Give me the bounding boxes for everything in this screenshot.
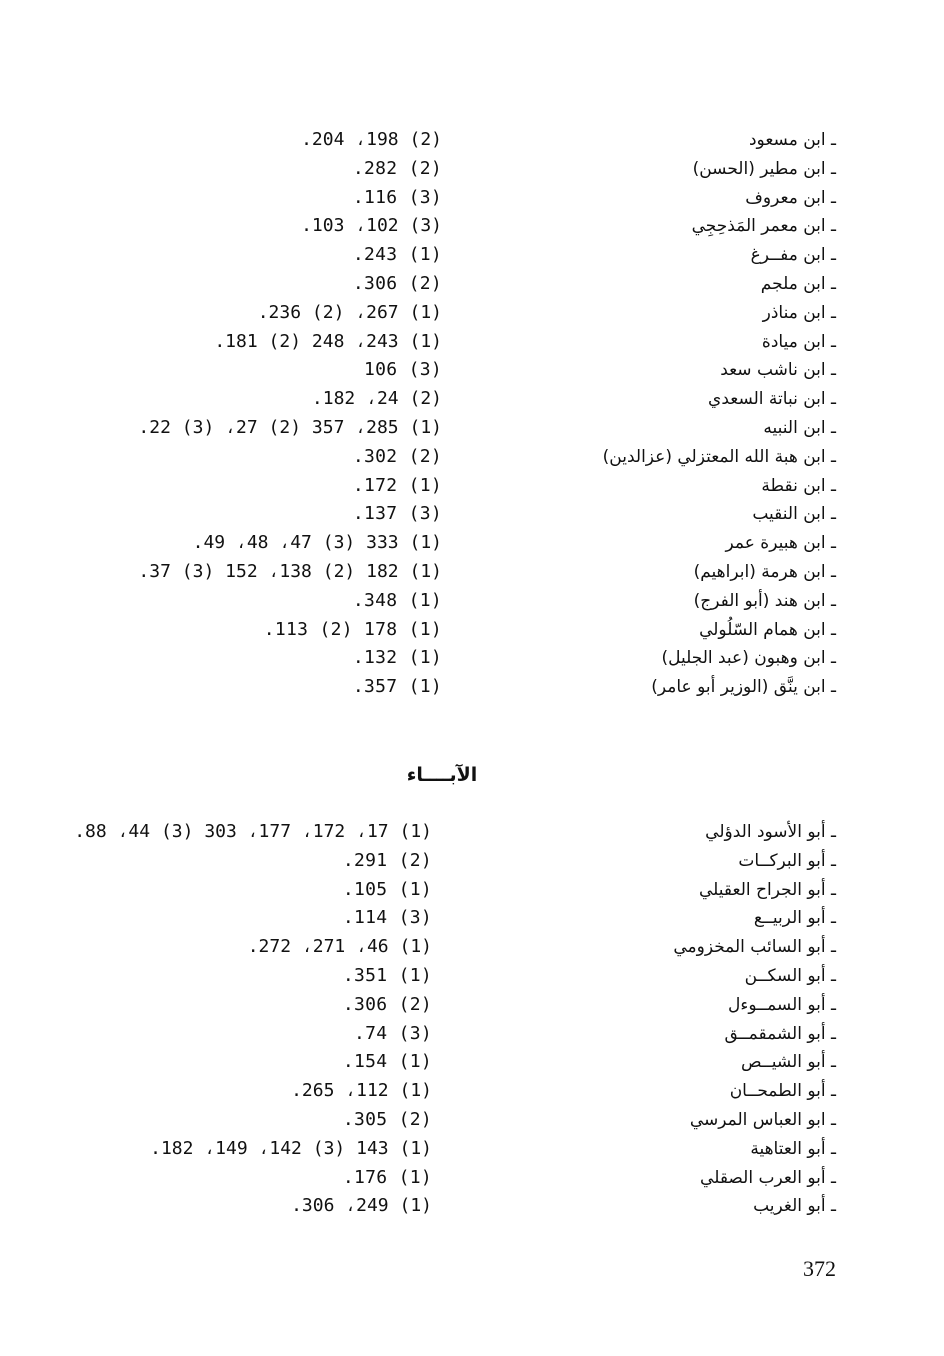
index-entry: [0, 241, 944, 270]
entry-name: ـ ابن ملجم: [760, 273, 836, 294]
index-entry: [0, 962, 944, 991]
entry-references: (3) 102، 103.: [301, 215, 442, 237]
index-entry: [0, 1106, 944, 1135]
entry-references: (3) 116.: [352, 186, 442, 208]
entry-name: ـ ابن مفــرغ: [750, 245, 836, 266]
entry-name: ـ ابن ناشب سعد: [720, 360, 836, 381]
entry-references: (1) 112، 265.: [291, 1080, 432, 1102]
entry-name: ـ أبو البركــات: [738, 850, 836, 871]
index-entry: [0, 184, 944, 213]
entry-references: (1) 172.: [352, 474, 442, 496]
entry-name: ـ أبو السمــوءل: [727, 994, 836, 1015]
index-section-ibn: [0, 126, 944, 702]
index-entry: [0, 1164, 944, 1193]
entry-name: ـ أبو الجراح العقيلي: [698, 879, 836, 900]
entry-name: ـ ابن النبيه: [763, 417, 836, 438]
entry-references: (3) 106: [364, 359, 442, 381]
entry-references: (1) 105.: [342, 878, 432, 900]
index-entry: [0, 126, 944, 155]
entry-references: (2) 306.: [342, 993, 432, 1015]
index-entry: [0, 212, 944, 241]
index-entry: [0, 1048, 944, 1077]
entry-name: ـ أبو الأسود الدؤلي: [705, 822, 836, 842]
entry-references: (1) 143 (3) 142، 149، 182.: [150, 1137, 432, 1159]
index-entry: [0, 1192, 944, 1221]
index-entry: [0, 847, 944, 876]
index-entry: [0, 904, 944, 933]
index-entry: [0, 1077, 944, 1106]
index-entry: [0, 299, 944, 328]
index-entry: [0, 1135, 944, 1164]
entry-references: (1) 351.: [342, 964, 432, 986]
entry-name: ـ ابن مناذر: [762, 302, 836, 323]
entry-references: (1) 249، 306.: [291, 1195, 432, 1217]
index-entry: [0, 644, 944, 673]
index-entry: [0, 414, 944, 443]
entry-name: ـ أبو الغريب: [753, 1196, 836, 1217]
entry-name: ـ ابن النقيب: [752, 504, 836, 525]
entry-name: ـ ابن نقطة: [761, 475, 836, 496]
entry-name: ـ ابن مسعود: [748, 130, 836, 150]
index-entry: [0, 558, 944, 587]
index-entry: [0, 500, 944, 529]
entry-references: (1) 178 (2) 113.: [263, 618, 442, 640]
entry-name: ـ ابن هبيرة عمر: [725, 533, 836, 554]
entry-name: ـ ابن معمر المَذحِجِي: [691, 216, 836, 237]
entry-name: ـ أبو الشيــص: [740, 1052, 836, 1073]
entry-references: (1) 17، 172، 177، 303 (3) 44، 88.: [74, 821, 432, 842]
entry-references: (2) 282.: [352, 157, 442, 179]
index-entry: [0, 385, 944, 414]
index-entry: [0, 328, 944, 357]
entry-references: (1) 267، (2) 236.: [257, 301, 442, 323]
entry-references: (1) 46، 271، 272.: [247, 936, 432, 958]
entry-references: (3) 114.: [342, 907, 432, 929]
index-entry: [0, 876, 944, 905]
entry-references: (1) 243.: [352, 244, 442, 266]
entry-references: (2) 305.: [342, 1108, 432, 1130]
entry-references: (2) 198، 204.: [301, 129, 442, 150]
entry-references: (3) 137.: [352, 503, 442, 525]
section-heading: الآبــــاء: [406, 764, 478, 786]
page-number: 372: [803, 1256, 836, 1281]
index-entry: [0, 991, 944, 1020]
entry-references: (1) 333 (3) 47، 48، 49.: [192, 532, 442, 554]
index-entry: [0, 472, 944, 501]
index-entry: [0, 616, 944, 645]
index-section-abu: [0, 818, 944, 1221]
entry-name: ـ ابن ينَّق (الوزير أبو عامر): [651, 677, 836, 698]
entry-references: (2) 24، 182.: [311, 388, 442, 410]
entry-name: ـ أبو العرب الصقلي: [700, 1167, 836, 1188]
index-entry: [0, 587, 944, 616]
entry-name: ـ ابن وهبون (عبد الجليل): [661, 648, 836, 669]
entry-references: (2) 302.: [352, 445, 442, 467]
entry-name: ـ أبو الطمحــان: [729, 1081, 836, 1102]
entry-name: ـ أبو الربيــع: [753, 908, 836, 929]
entry-name: ـ أبو العتاهية: [750, 1138, 836, 1159]
entry-references: (1) 348.: [352, 589, 442, 611]
entry-name: ـ ابو العباس المرسي: [689, 1109, 836, 1130]
entry-name: ـ ابن هند (أبو الفرج): [693, 590, 836, 611]
entry-name: ـ أبو الشمقمــق: [724, 1023, 836, 1044]
index-entry: [0, 933, 944, 962]
entry-references: (1) 176.: [342, 1166, 432, 1188]
index-entry: [0, 818, 944, 847]
entry-references: (2) 306.: [352, 272, 442, 294]
entry-name: ـ ابن معروف: [745, 187, 836, 208]
entry-name: ـ أبو السائب المخزومي: [673, 937, 836, 958]
index-entry: [0, 155, 944, 184]
entry-references: (1) 357.: [352, 676, 442, 698]
entry-name: ـ ابن نباتة السعدي: [708, 389, 836, 410]
index-entry: [0, 529, 944, 558]
entry-references: (1) 132.: [352, 647, 442, 669]
index-entry: [0, 270, 944, 299]
entry-references: (2) 291.: [342, 849, 432, 871]
index-entry: [0, 1020, 944, 1049]
entry-name: ـ ابن هرمة (ابراهيم): [693, 561, 836, 582]
entry-name: ـ ابن همام السّلُولي: [699, 619, 836, 640]
entry-references: (3) 74.: [354, 1022, 432, 1044]
index-entry: [0, 673, 944, 702]
entry-references: (1) 285، 357 (2) 27، (3) 22.: [138, 416, 442, 438]
index-entry: [0, 356, 944, 385]
entry-name: ـ أبو السكــن: [744, 965, 836, 986]
entry-references: (1) 243، 248 (2) 181.: [214, 330, 442, 352]
entry-name: ـ ابن هبة الله المعتزلي (عزالدين): [602, 446, 836, 467]
entry-references: (1) 182 (2) 138، 152 (3) 37.: [138, 560, 442, 582]
entry-references: (1) 154.: [342, 1051, 432, 1073]
entry-name: ـ ابن مطير (الحسن): [692, 158, 836, 179]
index-entry: [0, 443, 944, 472]
entry-name: ـ ابن ميادة: [761, 331, 836, 352]
